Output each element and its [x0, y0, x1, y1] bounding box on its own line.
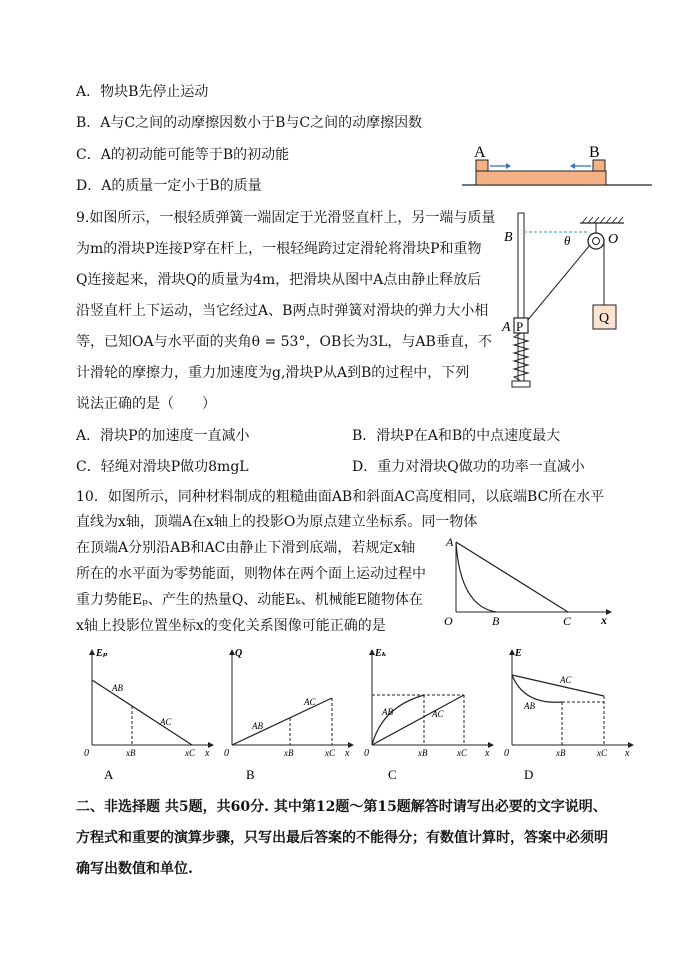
q8-label-b: B [589, 144, 600, 161]
graph-a-xc: xC [185, 748, 195, 758]
graph-b-ab: AB [252, 721, 263, 731]
graph-c-origin: 0 [364, 748, 369, 759]
section2-line-3: 确写出数值和单位. [76, 861, 193, 877]
q10-label-o: O [444, 614, 453, 628]
graph-b-xaxis: x [345, 748, 350, 759]
q8-option-a: A．物块B先停止运动 [76, 84, 209, 100]
graph-a [84, 645, 224, 785]
q8-figure [462, 140, 654, 190]
q9-line-4: 沿竖直杆上下运动，当它经过A、B两点时弹簧对滑块的弹力大小相 [76, 303, 489, 319]
q10-label-x: x [601, 613, 607, 627]
graph-d-caption: D [524, 767, 534, 782]
graph-a-xaxis: x [205, 748, 210, 759]
graph-a-caption: A [104, 767, 114, 782]
graph-d-origin: 0 [504, 748, 509, 759]
q9-option-a: A．滑块P的加速度一直减小 [76, 428, 250, 444]
q9-figure [498, 205, 648, 397]
q10-line-3: 在顶端A分别沿AB和AC由静止下滑到底端，若规定x轴 [76, 540, 416, 556]
q9-line-5: 等，已知OA与水平面的夹角θ = 53°，OB长为3L，与AB垂直，不 [76, 334, 492, 350]
section2-line-2: 方程式和重要的演算步骤，只写出最后答案的不能得分；有数值计算时，答案中必须明 [76, 830, 608, 846]
graph-b-ylabel: Q [235, 648, 243, 659]
graph-a-xb: xB [126, 748, 136, 758]
graph-b-xb: xB [284, 748, 294, 758]
graph-b [224, 645, 364, 785]
q9-label-a: A [502, 320, 511, 335]
graph-c-xc: xC [457, 748, 467, 758]
graph-d [504, 645, 644, 785]
q9-line-7: 说法正确的是（ ） [76, 396, 216, 412]
q10-line-6: x轴上投影位置坐标x的变化关系图像可能正确的是 [76, 618, 386, 634]
q10-line-1: 10．如图所示，同种材料制成的粗糙曲面AB和斜面AC高度相同，以底端BC所在水平 [76, 489, 605, 505]
graph-c-xaxis: x [485, 748, 490, 759]
q8-label-a: A [474, 144, 486, 161]
block-b [593, 160, 605, 171]
q9-line-3: Q连接起来，滑块Q的质量为4m，把滑块从图中A点由静止释放后 [76, 272, 482, 288]
graph-c-ac: AC [432, 709, 444, 719]
q10-line-5: 重力势能Eₚ、产生的热量Q、动能Eₖ、机械能E随物体在 [76, 592, 423, 608]
q10-label-b: B [492, 614, 500, 628]
q9-label-b: B [504, 230, 513, 245]
graph-d-ac: AC [560, 675, 572, 685]
graph-a-ab: AB [112, 683, 123, 693]
q9-option-c: C．轻绳对滑块P做功8mgL [76, 459, 249, 475]
graph-a-ylabel: Eₚ [96, 648, 108, 659]
graph-d-xc: xC [597, 748, 607, 758]
graph-c [364, 645, 504, 785]
graph-b-origin: 0 [224, 748, 229, 759]
q8-option-d: D．A的质量一定小于B的质量 [76, 178, 262, 194]
q8-option-c: C．A的初动能可能等于B的初动能 [76, 147, 290, 163]
q10-label-c: C [563, 614, 572, 628]
graph-d-xb: xB [556, 748, 566, 758]
graph-c-ylabel: Eₖ [375, 648, 387, 659]
section2-line-1: 二、非选择题 共5题，共60分. 其中第12题～第15题解答时请写出必要的文字说明、 [76, 799, 607, 815]
graph-c-caption: C [388, 767, 397, 782]
q10-figure [438, 532, 618, 632]
graph-c-ab: AB [382, 707, 393, 717]
graph-b-caption: B [246, 767, 255, 782]
q9-label-q: Q [599, 311, 610, 326]
q9-label-theta: θ [564, 233, 571, 248]
graph-b-xc: xC [325, 748, 335, 758]
graph-d-xaxis: x [625, 748, 630, 759]
graph-d-ab: AB [524, 701, 535, 711]
block-a [476, 160, 488, 171]
q9-line-6: 计滑轮的摩擦力，重力加速度为g,滑块P从A到B的过程中，下列 [76, 365, 470, 381]
graph-b-ac: AC [304, 697, 316, 707]
q10-line-4: 所在的水平面为零势能面，则物体在两个面上运动过程中 [76, 566, 426, 582]
q8-option-b: B．A与C之间的动摩擦因数小于B与C之间的动摩擦因数 [76, 115, 423, 131]
graph-d-ylabel: E [515, 648, 522, 659]
q9-option-d: D．重力对滑块Q做功的功率一直减小 [352, 459, 585, 475]
q10-line-2: 直线为x轴，顶端A在x轴上的投影O为原点建立坐标系。同一物体 [76, 514, 478, 530]
q9-label-o: O [608, 232, 619, 247]
q9-line-2: 为m的滑块P连接P穿在杆上，一根轻绳跨过定滑轮将滑块P和重物 [76, 241, 482, 257]
graph-a-origin: 0 [84, 748, 89, 759]
graph-c-xb: xB [418, 748, 428, 758]
q10-label-a: A [446, 535, 454, 549]
q9-label-p: P [516, 319, 524, 334]
graph-a-ac: AC [160, 717, 172, 727]
q9-line-1: 9.如图所示，一根轻质弹簧一端固定于光滑竖直杆上，另一端与质量 [76, 210, 496, 226]
q9-option-b: B．滑块P在A和B的中点速度最大 [352, 428, 561, 444]
